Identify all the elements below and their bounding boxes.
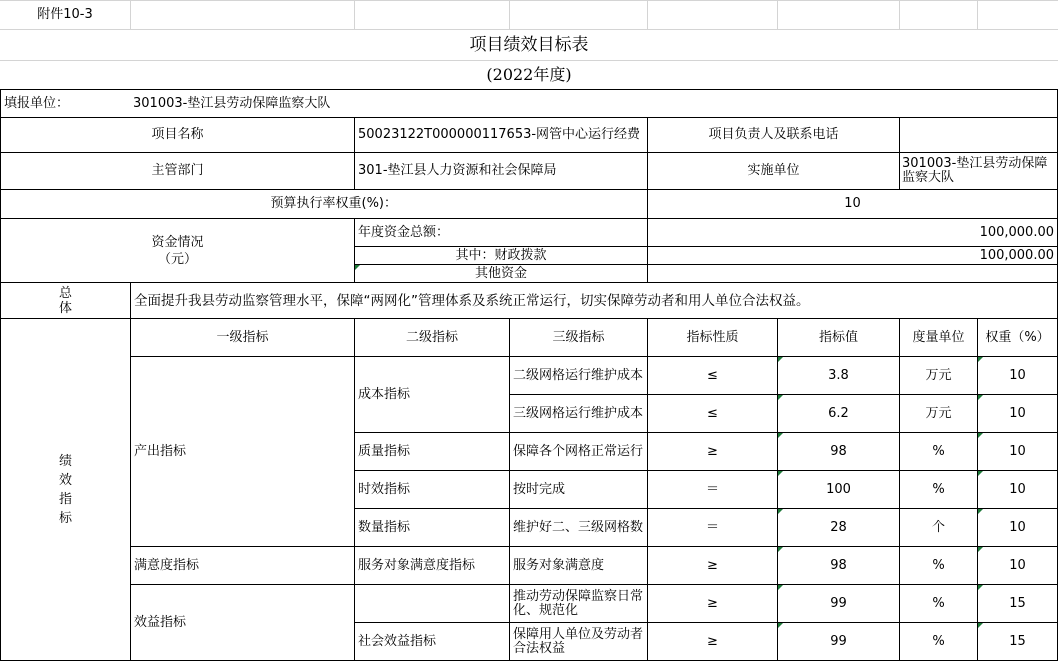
overall-label: 总 体 xyxy=(58,285,72,316)
subgroup-quality: 质量指标 xyxy=(358,443,411,459)
attachment-label: 附件10-3 xyxy=(37,7,93,22)
header-level1: 一级指标 xyxy=(216,329,269,345)
row-value: 99 xyxy=(830,633,847,649)
dept-label: 主管部门 xyxy=(151,163,204,178)
sheet-year: (2022年度) xyxy=(486,65,572,84)
row-third: 维护好二、三级网格数 xyxy=(513,519,644,535)
row-unit: 万元 xyxy=(925,367,952,383)
cell-flag-marker xyxy=(778,547,783,552)
cell-flag-marker xyxy=(978,433,983,438)
cell-flag-marker xyxy=(978,471,983,476)
row-third: 按时完成 xyxy=(513,481,566,497)
fund-label: 资金情况 （元） xyxy=(151,234,204,267)
row-nature: ≥ xyxy=(707,633,718,649)
row-third: 二级网格运行维护成本 xyxy=(513,367,644,383)
subgroup-quantity: 数量指标 xyxy=(358,519,411,535)
row-unit: 万元 xyxy=(925,405,952,421)
row-weight: 15 xyxy=(1009,595,1026,611)
row-value: 28 xyxy=(830,519,847,535)
impl-unit-label: 实施单位 xyxy=(747,163,800,178)
row-unit: % xyxy=(932,481,945,497)
header-level3: 三级指标 xyxy=(552,329,605,345)
row-nature: ＝ xyxy=(705,481,719,497)
project-owner-value xyxy=(900,118,1057,152)
fund-other-label: 其他资金 xyxy=(474,265,527,281)
cell-flag-marker xyxy=(778,357,783,362)
header-level2: 二级指标 xyxy=(405,329,458,345)
header-weight: 权重（%） xyxy=(985,329,1050,345)
cell-flag-marker xyxy=(778,623,783,628)
row-weight: 10 xyxy=(1009,367,1026,383)
row-value: 100 xyxy=(826,481,851,497)
row-nature: ≥ xyxy=(707,595,718,611)
row-unit: % xyxy=(932,595,945,611)
group-benefit: 效益指标 xyxy=(134,614,187,630)
row-weight: 10 xyxy=(1009,481,1026,497)
row-value: 98 xyxy=(830,557,847,573)
group-output: 产出指标 xyxy=(134,443,187,459)
row-nature: ≥ xyxy=(707,557,718,573)
row-third: 服务对象满意度 xyxy=(513,557,605,573)
cell-flag-marker xyxy=(778,509,783,514)
fund-total-value: 100,000.00 xyxy=(979,224,1054,240)
row-nature: ≤ xyxy=(707,367,718,383)
cell-flag-marker xyxy=(978,395,983,400)
row-unit: 个 xyxy=(931,519,945,535)
fund-fiscal-label: 其中：财政拨款 xyxy=(455,247,547,263)
group-satisfaction: 满意度指标 xyxy=(134,557,200,573)
cell-flag-marker xyxy=(978,547,983,552)
project-name-label: 项目名称 xyxy=(151,127,204,142)
subgroup-cost: 成本指标 xyxy=(358,386,411,402)
fund-total-label: 年度资金总额： xyxy=(358,224,450,240)
row-weight: 10 xyxy=(1009,557,1026,573)
project-name-value: 50023122T000000117653-网管中心运行经费 xyxy=(358,127,641,142)
indicators-side-label: 绩 效 指 标 xyxy=(58,453,72,526)
row-value: 3.8 xyxy=(828,367,849,383)
header-unit: 度量单位 xyxy=(912,329,965,345)
fund-other-value xyxy=(648,265,1057,282)
row-weight: 15 xyxy=(1009,633,1026,649)
cell-flag-marker xyxy=(355,265,360,270)
subgroup-time: 时效指标 xyxy=(358,481,411,497)
cell-flag-marker xyxy=(978,509,983,514)
fund-fiscal-value: 100,000.00 xyxy=(979,247,1054,263)
cell-flag-marker xyxy=(778,433,783,438)
row-unit: % xyxy=(932,443,945,459)
cell-flag-marker xyxy=(978,357,983,362)
header-nature: 指标性质 xyxy=(686,329,739,345)
row-value: 6.2 xyxy=(828,405,849,421)
cell-flag-marker xyxy=(778,585,783,590)
subgroup-service: 服务对象满意度指标 xyxy=(358,557,476,573)
budget-weight-value: 10 xyxy=(844,196,861,211)
budget-weight-label: 预算执行率权重(%)： xyxy=(270,196,397,211)
row-nature: ≤ xyxy=(707,405,718,421)
row-third: 推动劳动保障监察日常化、规范化 xyxy=(513,588,644,618)
project-owner-label: 项目负责人及联系电话 xyxy=(708,127,839,142)
cell-flag-marker xyxy=(978,623,983,628)
row-value: 99 xyxy=(830,595,847,611)
row-weight: 10 xyxy=(1009,443,1026,459)
cell-flag-marker xyxy=(978,585,983,590)
cell-flag-marker xyxy=(778,471,783,476)
sheet-title: 项目绩效目标表 xyxy=(469,35,589,55)
header-value: 指标值 xyxy=(818,329,858,345)
row-third: 保障用人单位及劳动者合法权益 xyxy=(513,626,644,656)
unit-value: 301003-垫江县劳动保障监察大队 xyxy=(133,95,331,111)
row-weight: 10 xyxy=(1009,405,1026,421)
row-value: 98 xyxy=(830,443,847,459)
row-third: 保障各个网格正常运行 xyxy=(513,443,644,459)
row-unit: % xyxy=(932,557,945,573)
dept-value: 301-垫江县人力资源和社会保障局 xyxy=(358,163,557,178)
cell-flag-marker xyxy=(778,395,783,400)
subgroup-blank xyxy=(355,585,509,622)
subgroup-social: 社会效益指标 xyxy=(358,633,437,649)
overall-text: 全面提升我县劳动监察管理水平，保障“两网化”管理体系及系统正常运行，切实保障劳动者和用人单位合法权益。 xyxy=(134,292,810,309)
impl-unit-value: 301003-垫江县劳动保障监察大队 xyxy=(902,156,1048,185)
row-weight: 10 xyxy=(1009,519,1026,535)
row-third: 三级网格运行维护成本 xyxy=(513,405,644,421)
row-nature: ≥ xyxy=(707,443,718,459)
row-unit: % xyxy=(932,633,945,649)
unit-label: 填报单位： xyxy=(4,95,70,111)
row-nature: ＝ xyxy=(705,519,719,535)
